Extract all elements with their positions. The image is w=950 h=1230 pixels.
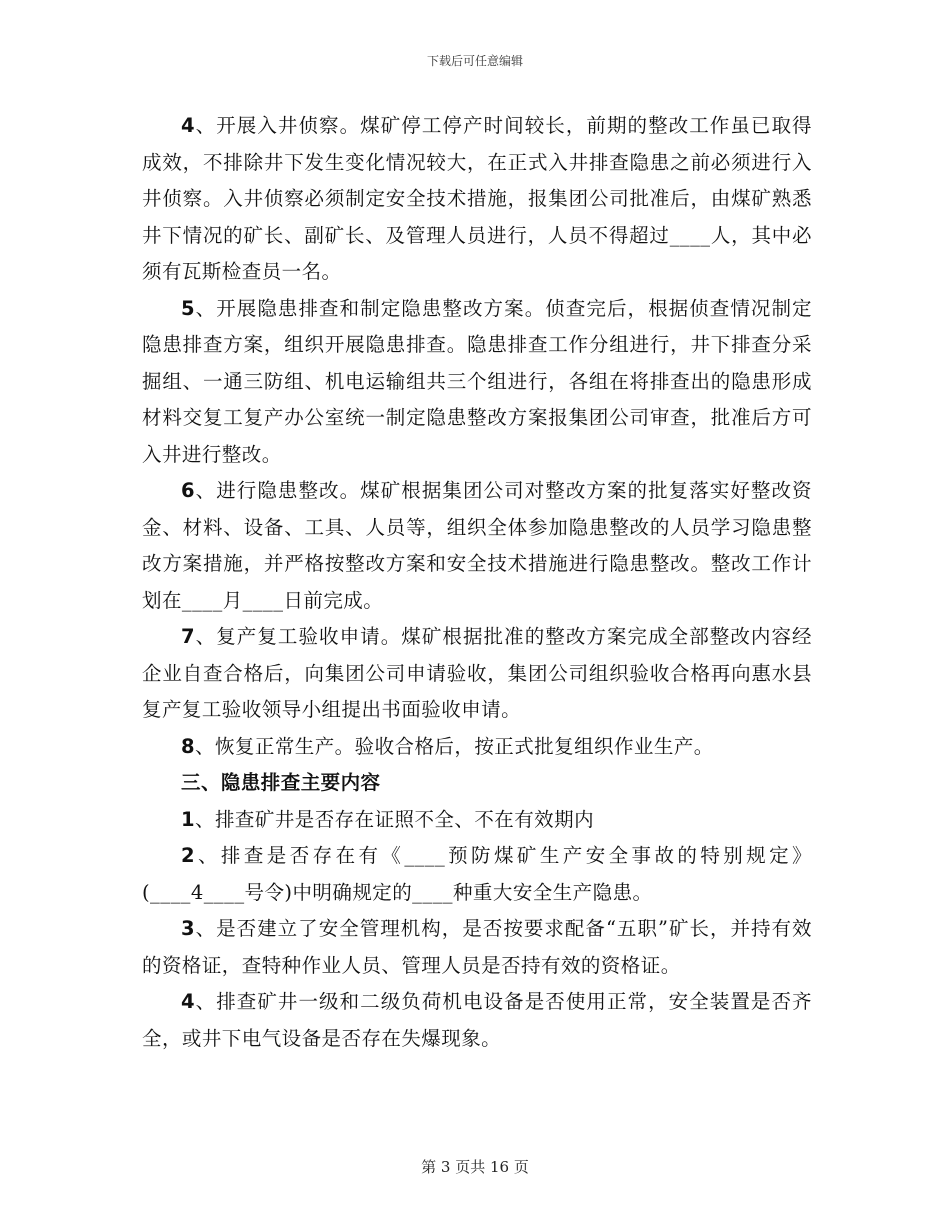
paragraph-text: 、开展入井侦察。煤矿停工停产时间较长，前期的整改工作虽已取得成效，不排除井下发生变化情况较大，在正式入井排查隐患之前必须进行入井侦察。入井侦察必须制定安全技术措施，报集团公司批准后，由煤矿熟悉井下情况的矿长、副矿长、及管理人员进行，人员不得超过____人，其中必须有瓦斯检查员一名。 xyxy=(142,114,812,283)
checklist-item-1 xyxy=(142,802,812,839)
paragraph-text: 、恢复正常生产。验收合格后，按正式批复组织作业生产。 xyxy=(195,734,714,758)
page-footer: 第 3 页共 16 页 xyxy=(421,1158,529,1176)
paragraph-step-7 xyxy=(142,619,812,729)
paragraph-number: 6 xyxy=(181,479,196,502)
paragraph-text: 、复产复工验收申请。煤矿根据批准的整改方案完成全部整改内容经企业自查合格后，向集团公司申请验收，集团公司组织验收合格再向惠水县复产复工验收领导小组提出书面验收申请。 xyxy=(142,625,812,721)
paragraph-text: 、进行隐患整改。煤矿根据集团公司对整改方案的批复落实好整改资金、材料、设备、工具、人员等，组织全体参加隐患整改的人员学习隐患整改方案措施，并严格按整改方案和安全技术措施进行隐患整改。整改工作计划在____月____日前完成。 xyxy=(142,479,812,612)
item-text: 、排查是否存在有《____预防煤矿生产安全事故的特别规定》(____4____号令)中明确规定的____种重大安全生产隐患。 xyxy=(142,844,812,904)
paragraph-step-8 xyxy=(142,729,812,766)
paragraph-step-5 xyxy=(142,291,812,474)
section-heading: 三、隐患排查主要内容 xyxy=(181,771,381,794)
checklist-item-3 xyxy=(142,911,812,984)
paragraph-step-6 xyxy=(142,473,812,619)
item-number: 4 xyxy=(181,990,196,1013)
paragraph-step-4 xyxy=(142,108,812,291)
paragraph-number: 4 xyxy=(181,114,196,137)
item-text: 、排查矿井一级和二级负荷机电设备是否使用正常，安全装置是否齐全，或井下电气设备是否存在失爆现象。 xyxy=(142,990,812,1050)
item-number: 1 xyxy=(181,807,196,831)
item-number: 2 xyxy=(181,844,196,867)
page-header: 下载后可任意编辑 xyxy=(426,54,523,68)
paragraph-number: 5 xyxy=(181,296,196,320)
item-text: 、是否建立了安全管理机构，是否按要求配备“五职”矿长，并持有效的资格证，查特种作业人员、管理人员是否持有效的资格证。 xyxy=(142,917,812,977)
document-body xyxy=(142,108,812,1057)
checklist-item-4 xyxy=(142,984,812,1057)
item-number: 3 xyxy=(181,917,196,940)
checklist-item-2 xyxy=(142,838,812,911)
paragraph-text: 、开展隐患排查和制定隐患整改方案。侦查完后，根据侦查情况制定隐患排查方案，组织开展隐患排查。隐患排查工作分组进行，井下排查分采掘组、一通三防组、机电运输组共三个组进行，各组在将排查出的隐患形成材料交复工复产办公室统一制定隐患整改方案报集团公司审查，批准后方可入井进行整改。 xyxy=(142,296,812,466)
item-text: 、排查矿井是否存在证照不全、不在有效期内 xyxy=(195,807,595,831)
paragraph-number: 7 xyxy=(181,625,196,648)
paragraph-number: 8 xyxy=(181,734,196,758)
